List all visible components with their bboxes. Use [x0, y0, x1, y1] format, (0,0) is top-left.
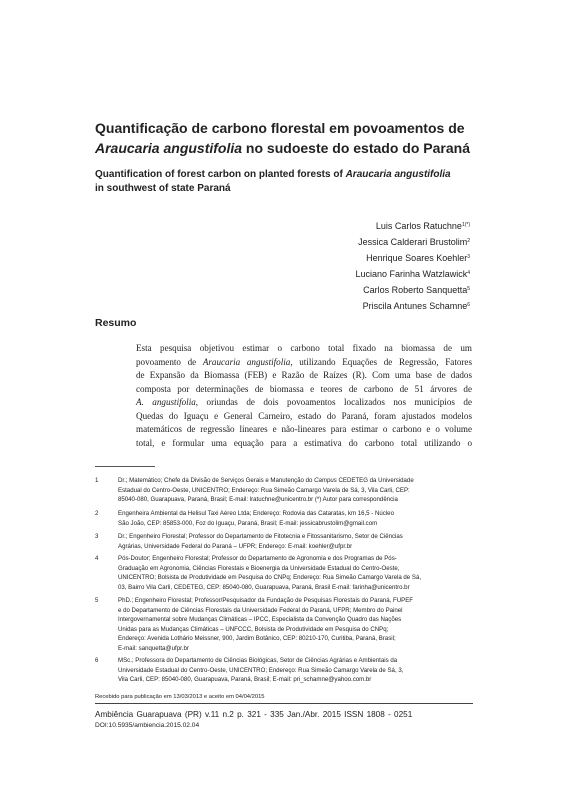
- title-line-2-rest: no sudoeste do estado do Paraná: [242, 140, 470, 156]
- abstract-line: de Expansão da Biomassa (FEB) e Razão de Raízes (R). Com uma base de dados: [136, 370, 472, 380]
- received-date: Recebido para publicação em 13/03/2013 e aceito em 04/04/2015: [95, 694, 265, 700]
- doi: DOI:10.5935/ambiencia.2015.02.04: [95, 722, 200, 729]
- abstract-text: [136, 342, 472, 450]
- abstract-line: total, e formular uma equação para a estimativa do carbono total utilizando o: [136, 437, 472, 448]
- author: Henrique Soares Koehler$^3$: [366, 253, 470, 263]
- subtitle-line-1: [95, 168, 515, 182]
- abstract-line: Quedas do Iguaçu e General Carneiro, estado do Paraná, foram ajustados modelos: [136, 410, 472, 421]
- author: Luciano Farinha Watzlawick$^4$: [355, 269, 470, 279]
- subtitle-species: Araucaria angustifolia: [345, 169, 451, 180]
- abstract-heading: Resumo: [95, 317, 137, 329]
- abstract-line: A. angustifolia, oriundas de dois povoamentos localizados nos municípios de: [136, 397, 472, 407]
- footnote-separator: [95, 466, 155, 467]
- author: Luis Carlos Ratuchne$^{1(*)}$: [375, 221, 470, 231]
- author: Jessica Calderari Brustolim$^2$: [358, 237, 470, 247]
- article-subtitle: [95, 168, 515, 196]
- abstract-line: composta por determinações de biomassa e teores de carbono de 51 árvores de: [136, 383, 472, 394]
- title-line-1: Quantificação de carbono florestal em povoamentos de: [95, 120, 465, 136]
- abstract-line: povoamento de Araucaria angustifolia, utilizando Equações de Regressão, Fatores: [136, 356, 472, 367]
- species-name: Araucaria angustifolia: [202, 356, 291, 367]
- title-species: Araucaria angustifolia: [95, 140, 243, 156]
- species-name: A. angustifolia: [136, 397, 196, 407]
- abstract-line: matemáticos de regressão lineares e não-lineares para estimar o carbono e o volume: [136, 424, 472, 434]
- subtitle-line-1-plain: Quantification of forest carbon on planted forests of: [95, 169, 346, 180]
- author-list: [356, 218, 471, 314]
- abstract-line: Esta pesquisa objetivou estimar o carbono total fixado na biomassa de um: [136, 343, 472, 353]
- footer-rule: [95, 703, 473, 704]
- author: Priscila Antunes Schamne$^6$: [362, 301, 470, 311]
- journal-citation: Ambiência Guarapuava (PR) v.11 n.2 p. 321 - 335 Jan./Abr. 2015 ISSN 1808 - 0251: [95, 710, 413, 719]
- article-title: [95, 118, 495, 158]
- author: Carlos Roberto Sanquetta$^5$: [363, 285, 470, 295]
- title-line-2: [95, 138, 495, 158]
- subtitle-line-2: in southwest of state Paraná: [95, 183, 231, 194]
